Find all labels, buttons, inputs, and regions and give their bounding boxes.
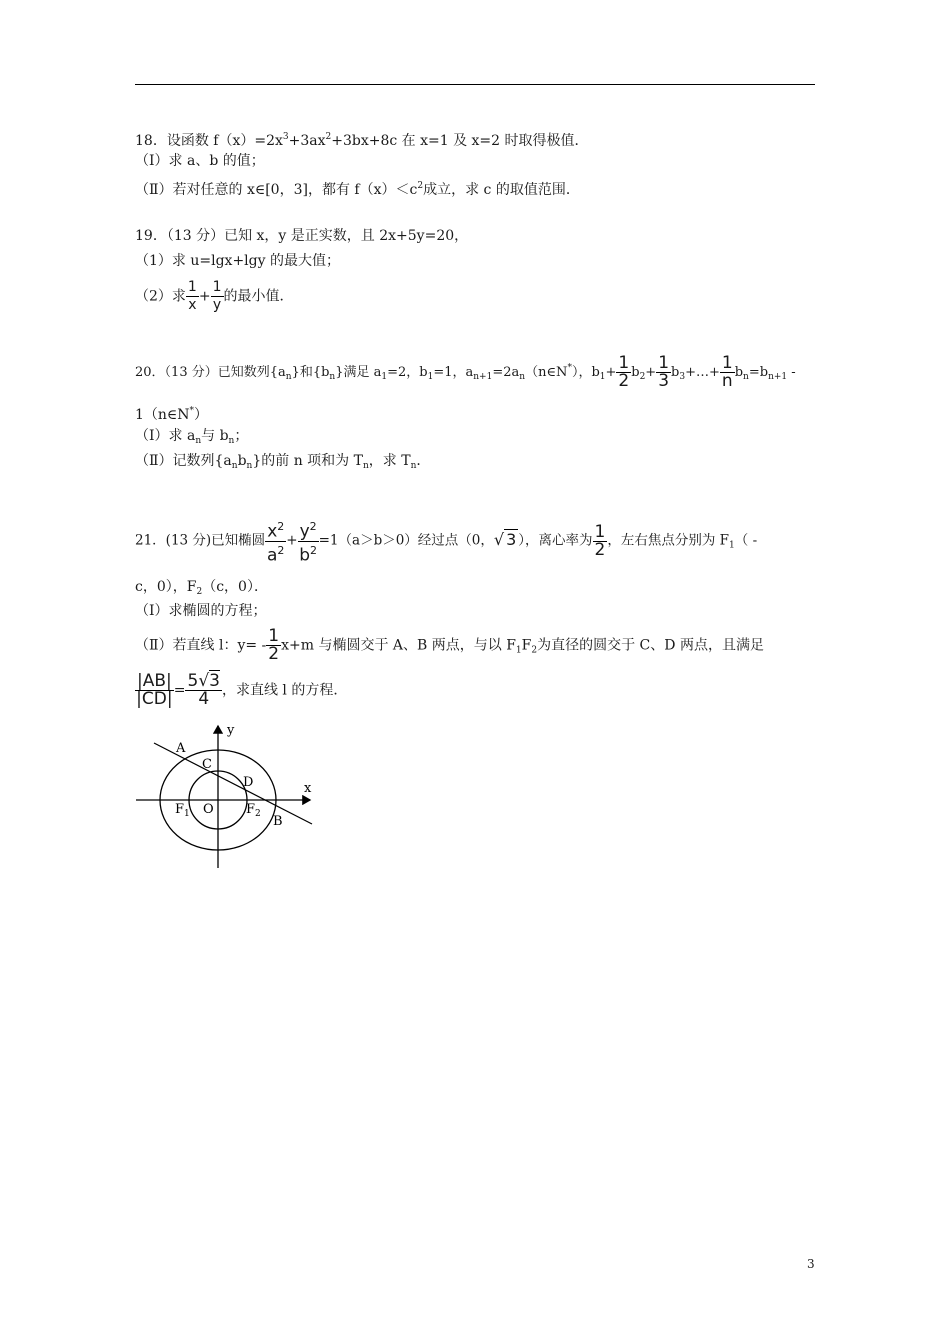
- fraction-y2-over-b2: $\frac{y^2}{b^2}$: [299, 520, 317, 566]
- label-F1: $F_1$: [175, 802, 190, 819]
- label-x: x: [304, 781, 312, 796]
- fraction-ab-over-cd: $\frac{|AB|}{|CD|}$: [136, 671, 173, 709]
- label-O: O: [203, 802, 214, 817]
- label-y: y: [227, 723, 235, 738]
- q19-stem: 19．（13 分）已知 x，y 是正实数，且 2x+5y=20，: [135, 228, 469, 244]
- q20-stem: 20．（13 分）已知数列$\{a_n\}$和$\{b_n\}$满足 $a_1=2$，$b_1=1$，$a_{n+1}=2a_n(n\in N^*)$，$b_1+$ $\frac{1}{2}$ $b_2+$ $\frac{1}{3}$ $b_3+\dots+$ $\frac{1}{n}$ $b_n=b_{n+1}$ -: [135, 353, 796, 391]
- fraction-x2-over-a2: $\frac{x^2}{a^2}$: [267, 520, 285, 566]
- label-D: D: [243, 775, 254, 790]
- q18-stem: 18．设函数 $f(x)=2x^3+3ax^2+3bx+8c$ 在 x=1 及 x=2 时取得极值．: [135, 132, 589, 149]
- fraction-1-over-2: $\frac{1}{2}$: [268, 626, 280, 664]
- page-number: 3: [807, 1257, 815, 1271]
- q19-part2: （2）求 $\frac{1}{x}$ + $\frac{1}{y}$ 的最小值．: [135, 279, 294, 313]
- label-A: A: [176, 741, 186, 756]
- q20-part1: （Ⅰ）求 $a_n$与 $b_n$；: [135, 428, 249, 446]
- fraction-1-over-n: $\frac{1}{n}$: [721, 353, 733, 391]
- q21-part1: （Ⅰ）求椭圆的方程；: [135, 603, 267, 619]
- fraction-1-over-y: $\frac{1}{y}$: [212, 279, 222, 313]
- fraction-1-over-2: $\frac{1}{2}$: [594, 521, 606, 560]
- q21-part2: （Ⅱ）若直线 l：y= - $\frac{1}{2}$ x+m 与椭圆交于 A、B 两点，与以 $F_1F_2$为直径的圆交于 C、D 两点，且满足: [135, 626, 764, 664]
- sqrt-3: √ 3: [493, 529, 517, 549]
- fraction-1-over-x: $\frac{1}{x}$: [187, 279, 197, 313]
- label-B: B: [273, 814, 283, 829]
- fraction-5sqrt3-over-4: $\frac{5√3}{4}$: [187, 671, 220, 709]
- fraction-1-over-2: $\frac{1}{2}$: [618, 353, 630, 391]
- q18-part1: （Ⅰ）求 a、b 的值；: [135, 153, 265, 169]
- header-rule: [135, 84, 815, 85]
- q20-part2: （Ⅱ）记数列$\{a_nb_n\}$的前 n 项和为 $T_n$，求 $T_n$．: [135, 453, 431, 471]
- label-F2: $F_2$: [246, 802, 261, 819]
- q19-part1: （1）求 u=lgx+lgy 的最大值；: [135, 253, 340, 269]
- label-C: C: [202, 757, 212, 772]
- q21-part2-cont: $\frac{|AB|}{|CD|}$ = $\frac{5√3}{4}$ ，求直线 l 的方程．: [136, 671, 348, 709]
- q21-stem: 21．(13 分)已知椭圆 $\frac{x^2}{a^2}$ + $\frac{y^2}{b^2}$ =1（a＞b＞0）经过点（0，√ 3 ），离心率为 $\frac{1}{2}$ ，左右焦点分别为 $F_1$（ -: [135, 520, 758, 566]
- q18-part2: （Ⅱ）若对任意的 x∈[0，3]，都有 $f(x)<c^2$成立，求 c 的取值范围．: [135, 181, 580, 198]
- ellipse-circle-figure: [130, 718, 325, 873]
- q21-stem-cont: c，0），$F_2(c$，0）．: [135, 579, 268, 597]
- fraction-1-over-3: $\frac{1}{3}$: [658, 353, 670, 391]
- q20-stem-cont: 1（n∈N*）: [135, 406, 209, 423]
